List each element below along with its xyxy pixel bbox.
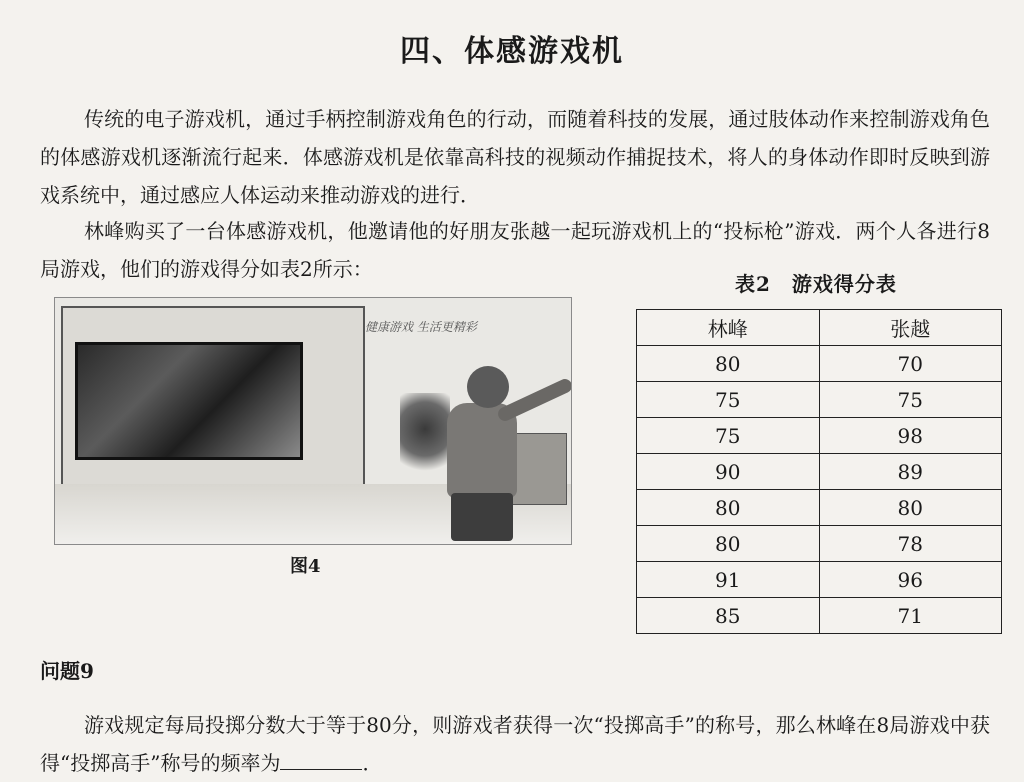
table-row	[637, 490, 1002, 526]
table-cell: 85	[637, 598, 820, 634]
table-cell: 96	[819, 562, 1002, 598]
player-head	[467, 366, 509, 408]
table-cell: 80	[637, 526, 820, 562]
game-paragraph: 林峰购买了一台体感游戏机，他邀请他的好朋友张越一起玩游戏机上的“投标枪”游戏．两个人各进行8局游戏，他们的游戏得分如表2所示：	[40, 219, 990, 281]
table-cell: 80	[637, 346, 820, 382]
table-cell: 90	[637, 454, 820, 490]
score-table	[636, 309, 1002, 634]
intro-paragraph: 传统的电子游戏机，通过手柄控制游戏角色的行动，而随着科技的发展，通过肢体动作来控制游戏角色的体感游戏机逐渐流行起来．体感游戏机是依靠高科技的视频动作捕捉技术，将人的身体动作即时反映到游戏系统中，通过感应人体运动来推动游戏的进行．	[40, 107, 990, 207]
table-caption: 表2 游戏得分表	[735, 272, 897, 296]
plant-image	[400, 393, 450, 483]
table-cell: 80	[637, 490, 820, 526]
table-cell: 91	[637, 562, 820, 598]
question-text-after: ．	[362, 751, 383, 775]
table-row	[637, 454, 1002, 490]
tv-screen	[75, 342, 303, 460]
question-text	[40, 706, 990, 782]
table-cell: 71	[819, 598, 1002, 634]
table-row	[637, 418, 1002, 454]
table-cell: 80	[819, 490, 1002, 526]
table-cell: 98	[819, 418, 1002, 454]
question-text-before: 游戏规定每局投掷分数大于等于80分，则游戏者获得一次“投掷高手”的称号，那么林峰在8局游戏中获得“投掷高手”称号的频率为	[40, 713, 990, 775]
table-header-row	[637, 310, 1002, 346]
table-cell: 75	[637, 418, 820, 454]
table-row	[637, 598, 1002, 634]
question-title: 问题9	[40, 659, 94, 683]
table-row	[637, 562, 1002, 598]
tv-frame	[61, 306, 365, 500]
table-row	[637, 382, 1002, 418]
table-cell: 78	[819, 526, 1002, 562]
answer-blank	[280, 747, 362, 770]
figure-caption: 图4	[290, 556, 321, 577]
table-cell: 75	[637, 382, 820, 418]
header-lin-feng: 林峰	[637, 310, 820, 346]
section-title: 四、体感游戏机	[400, 34, 624, 69]
table-row	[637, 526, 1002, 562]
table-cell: 70	[819, 346, 1002, 382]
player-legs	[451, 493, 513, 541]
header-zhang-yue: 张越	[819, 310, 1002, 346]
table-row	[637, 346, 1002, 382]
table-cell: 75	[819, 382, 1002, 418]
photo-banner: 健康游戏 生活更精彩	[365, 320, 477, 334]
game-photo	[54, 297, 572, 545]
table-cell: 89	[819, 454, 1002, 490]
